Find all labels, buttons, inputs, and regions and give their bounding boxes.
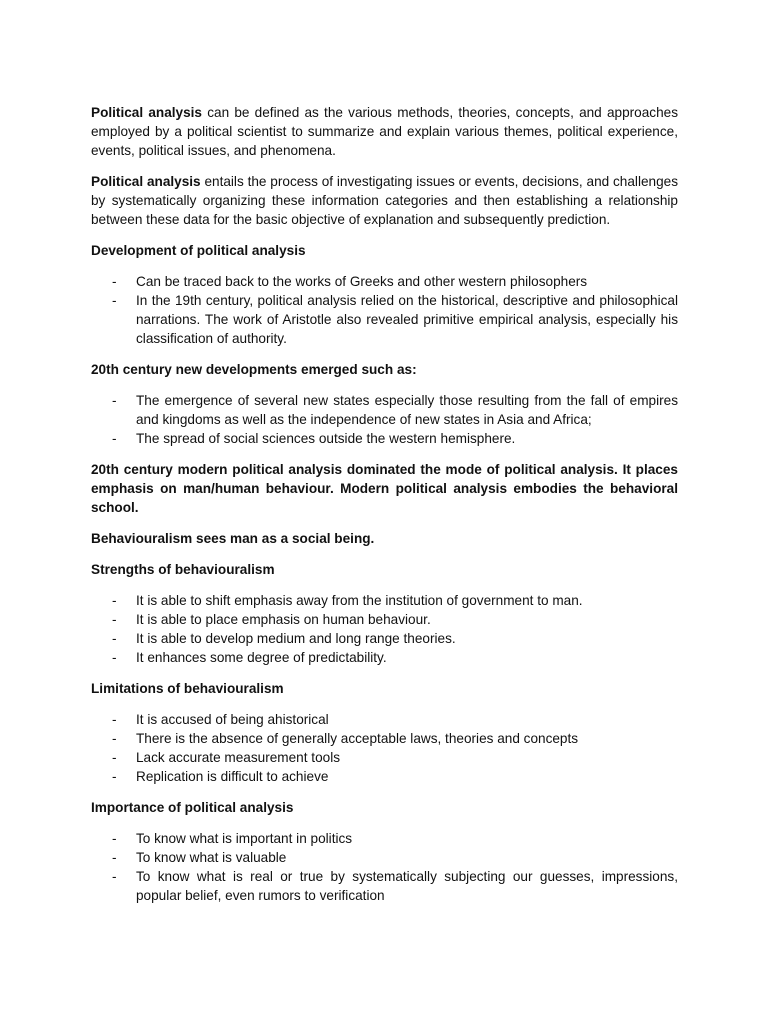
dash-bullet: - xyxy=(112,869,117,884)
list-item xyxy=(91,391,678,429)
list-item-text: It is accused of being ahistorical xyxy=(136,712,329,727)
intro-term-2: Political analysis xyxy=(91,174,201,189)
intro-paragraph-2 xyxy=(91,172,678,229)
dash-bullet: - xyxy=(112,612,117,627)
list-item xyxy=(91,867,678,905)
list-item-text: Can be traced back to the works of Greeks and other western philosophers xyxy=(136,274,588,289)
dash-bullet: - xyxy=(112,731,117,746)
list-item xyxy=(91,729,678,748)
list-item-text: It is able to develop medium and long range theories. xyxy=(136,631,456,646)
dash-bullet: - xyxy=(112,431,117,446)
list-item xyxy=(91,629,678,648)
list-item-text: There is the absence of generally acceptable laws, theories and concepts xyxy=(136,731,579,746)
list-item xyxy=(91,272,678,291)
strengths-list xyxy=(91,591,678,667)
dash-bullet: - xyxy=(112,850,117,865)
strengths-heading: Strengths of behaviouralism xyxy=(91,562,275,577)
list-item-text: To know what is real or true by systematically subjecting our guesses, impressions, popular belief, even rumors to verification xyxy=(136,869,678,903)
social-being-statement: Behaviouralism sees man as a social being. xyxy=(91,531,375,546)
list-item xyxy=(91,591,678,610)
dash-bullet: - xyxy=(112,831,117,846)
dash-bullet: - xyxy=(112,712,117,727)
list-item xyxy=(91,767,678,786)
list-item xyxy=(91,429,678,448)
list-item-text: The spread of social sciences outside the western hemisphere. xyxy=(136,431,516,446)
limitations-heading: Limitations of behaviouralism xyxy=(91,681,284,696)
limitations-list xyxy=(91,710,678,786)
dash-bullet: - xyxy=(112,769,117,784)
importance-heading: Importance of political analysis xyxy=(91,800,294,815)
dash-bullet: - xyxy=(112,593,117,608)
dash-bullet: - xyxy=(112,274,117,289)
intro-paragraph-1 xyxy=(91,103,678,160)
intro-text-1: can be defined as the various methods, theories, concepts, and approaches employed by a political scientist to summarize and explain various themes, political experience, events, political issues, and phenomena. xyxy=(91,105,678,158)
dash-bullet: - xyxy=(112,631,117,646)
dash-bullet: - xyxy=(112,393,117,408)
list-item xyxy=(91,848,678,867)
list-item-text: It is able to shift emphasis away from the institution of government to man. xyxy=(136,593,583,608)
dash-bullet: - xyxy=(112,650,117,665)
list-item xyxy=(91,748,678,767)
list-item xyxy=(91,610,678,629)
modern-analysis-paragraph: 20th century modern political analysis dominated the mode of political analysis. It places emphasis on man/human behaviour. Modern political analysis embodies the behavioral school. xyxy=(91,462,678,515)
list-item xyxy=(91,291,678,348)
development-heading: Development of political analysis xyxy=(91,243,306,258)
dash-bullet: - xyxy=(112,293,117,308)
century20-list xyxy=(91,391,678,448)
century20-heading: 20th century new developments emerged such as: xyxy=(91,362,417,377)
list-item xyxy=(91,829,678,848)
list-item-text: Lack accurate measurement tools xyxy=(136,750,341,765)
list-item-text: It enhances some degree of predictability. xyxy=(136,650,387,665)
list-item xyxy=(91,710,678,729)
intro-term-1: Political analysis xyxy=(91,105,202,120)
list-item-text: The emergence of several new states especially those resulting from the fall of empires and kingdoms as well as the independence of new states in Asia and Africa; xyxy=(136,393,678,427)
list-item-text: To know what is important in politics xyxy=(136,831,353,846)
list-item-text: Replication is difficult to achieve xyxy=(136,769,329,784)
development-list xyxy=(91,272,678,348)
importance-list xyxy=(91,829,678,905)
dash-bullet: - xyxy=(112,750,117,765)
list-item-text: In the 19th century, political analysis relied on the historical, descriptive and philosophical narrations. The work of Aristotle also revealed primitive empirical analysis, especially his classification of authority. xyxy=(136,293,678,346)
list-item-text: It is able to place emphasis on human behaviour. xyxy=(136,612,431,627)
intro-text-2: entails the process of investigating issues or events, decisions, and challenges by systematically organizing these information categories and then establishing a relationship between these data for the basic objective of explanation and subsequently prediction. xyxy=(91,174,679,227)
list-item-text: To know what is valuable xyxy=(136,850,287,865)
list-item xyxy=(91,648,678,667)
